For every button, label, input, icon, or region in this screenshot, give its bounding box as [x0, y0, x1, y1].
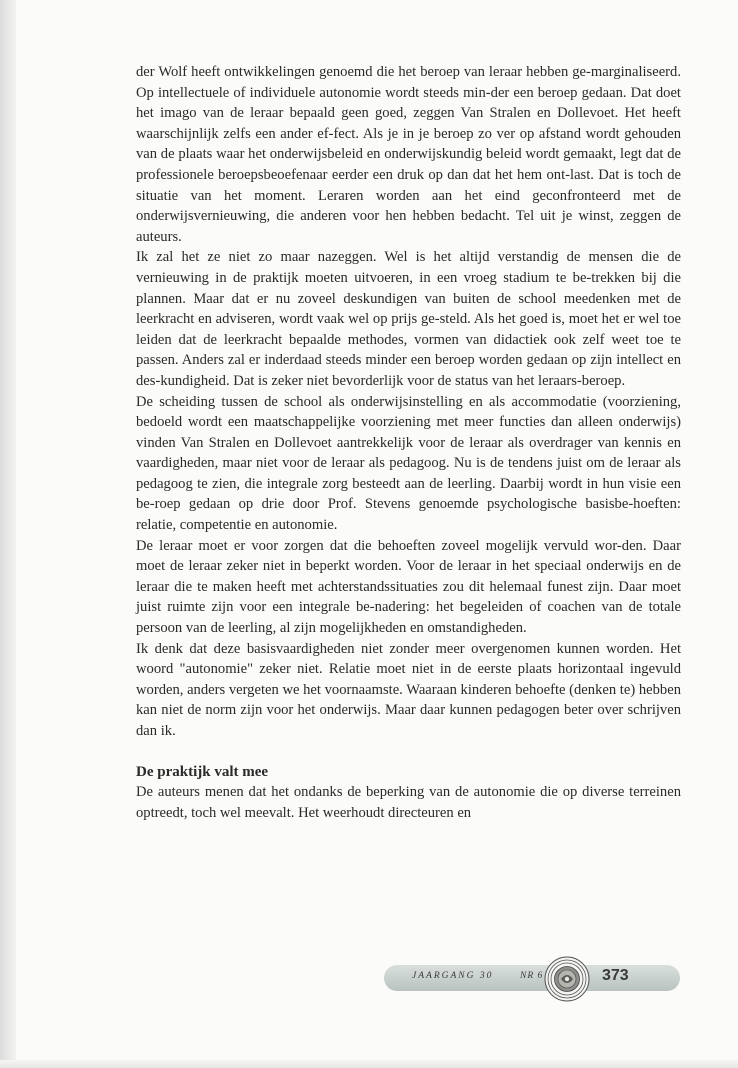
paragraph-1: der Wolf heeft ontwikkelingen genoemd die het beroep van leraar hebben ge-marginaliseerd. Op intellectuele of individuele autonomie wordt steeds min-der een beroep gedaan. Dat doet het imago van de leraar bepaald geen goed, zeggen Van Stralen en Dollevoet. Het heeft waarschijnlijk zelfs een ander ef-fect. Als je in je beroep zo ver op afstand wordt gehouden van de plaats waar het onderwijsbeleid en onderwijskundig beleid wordt gemaakt, legt dat de professionele beroepsbeoefenaar eerder een druk op dan dat het hem ont-last. Dat is toch de situatie van het moment. Leraren worden aan het eind geconfronteerd met de onderwijsvernieuwing, die anderen voor hen hebben bedacht. Tel uit je winst, zeggen de auteurs. [136, 64, 681, 245]
page-binding-edge [0, 0, 16, 1068]
volume-label: JAARGANG 30 [412, 971, 494, 981]
journal-seal-icon [544, 956, 590, 1002]
paragraph-2: Ik zal het ze niet zo maar nazeggen. Wel is het altijd verstandig de mensen die de vernieuwing in de praktijk moeten uitvoeren, in een vroeg stadium te be-trekken bij die plannen. Maar dat er nu zoveel deskundigen van buiten de school meedenken met de leerkracht en adviseren, wordt vaak wel op prijs ge-steld. Als het goed is, moet het er wel toe leiden dat de leerkracht bepaalde methodes, vormen van didactiek ook zelf weet toe te passen. Anders zal er inderdaad steeds minder een beroep worden gedaan op zijn intellect en des-kundigheid. Dat is zeker niet bevorderlijk voor de status van het leraars-beroep. [136, 249, 681, 389]
page-bottom-edge [0, 1060, 738, 1068]
page-footer [384, 956, 680, 1002]
issue-label: NR 6 [520, 971, 544, 981]
article-body [136, 62, 681, 823]
section-paragraph: De auteurs menen dat het ondanks de beperking van de autonomie die op diverse terreinen optreedt, toch wel meevalt. Het weerhoudt directeuren en [136, 784, 681, 821]
section-heading: De praktijk valt mee [136, 763, 269, 780]
page-number: 373 [602, 967, 629, 984]
paragraph-3: De scheiding tussen de school als onderwijsinstelling en als accommodatie (voorziening, bedoeld wordt een maatschappelijke voorziening met meer functies dan alleen onderwijs) vinden Van Stralen en Dollevoet aantrekkelijk voor de leraar als overdrager van kennis en vaardigheden, maar niet voor de leraar als pedagoog. Nu is de tendens juist om de leraar als pedagoog te zien, die integrale zorg besteedt aan de leerling. Daarbij wordt in hun visie een be-roep gedaan op drie door Prof. Stevens genoemde psychologische basisbe-hoeften: relatie, competentie en autonomie. [136, 393, 681, 534]
paragraph-4: De leraar moet er voor zorgen dat die behoeften zoveel mogelijk vervuld wor-den. Daar moet de leraar zeker niet in beperkt worden. Voor de leraar in het speciaal onderwijs en de leraar die te maken heeft met achterstandssituaties zou dit helemaal funest zijn. Daar moet juist ruimte zijn voor een integrale be-nadering: het begeleiden of coachen van de totale persoon van de leerling, al zijn mogelijkheden en omstandigheden. [136, 537, 681, 637]
paragraph-5: Ik denk dat deze basisvaardigheden niet zonder meer overgenomen kunnen worden. Het woord "autonomie" zeker niet. Relatie moet niet in de eerste plaats horizontaal ingevuld worden, anders vergeten we het voornaamste. Waaraan kinderen behoefte (denken te) hebben kan niet de norm zijn voor het onderwijs. Maar daar kunnen pedagogen beter over schrijven dan ik. [136, 640, 681, 739]
